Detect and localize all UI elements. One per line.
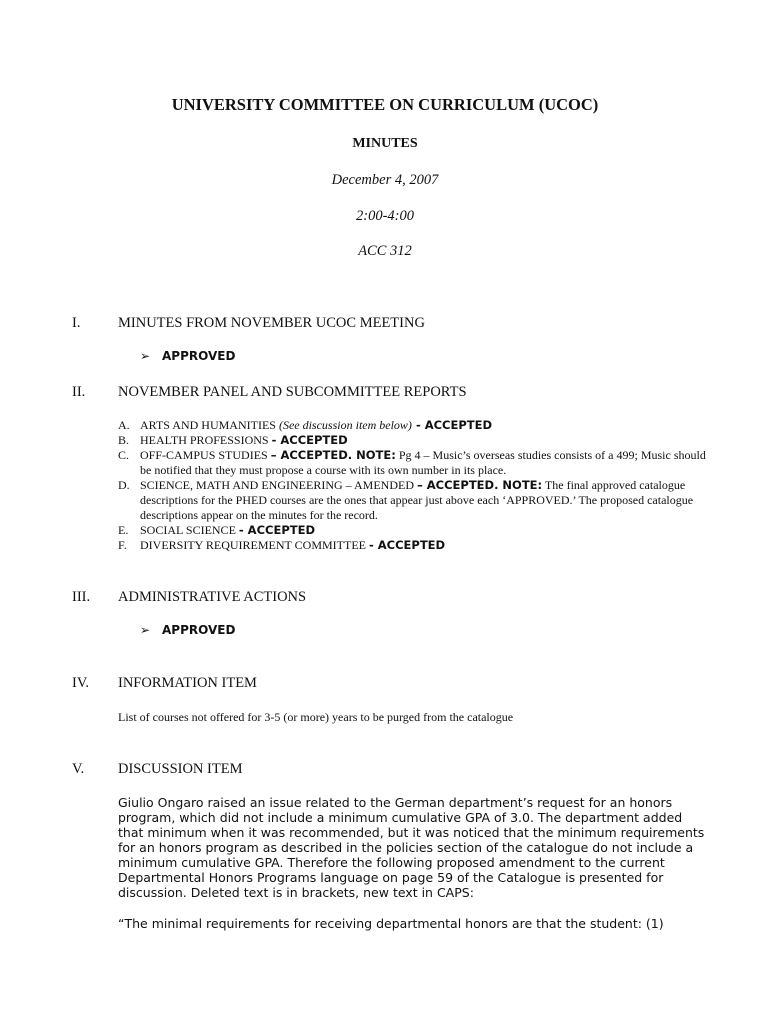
section-1-number: I. bbox=[72, 315, 81, 331]
section-1-bullet bbox=[140, 349, 235, 363]
section-3-status: APPROVED bbox=[162, 623, 236, 637]
section-2-number: II. bbox=[72, 384, 86, 400]
section-3-title: ADMINISTRATIVE ACTIONS bbox=[118, 589, 307, 605]
section-4-number: IV. bbox=[72, 675, 90, 691]
arrow-bullet-icon: ➢ bbox=[140, 623, 151, 637]
arrow-bullet-icon: ➢ bbox=[140, 349, 151, 363]
section-1-title: MINUTES FROM NOVEMBER UCOC MEETING bbox=[118, 315, 425, 331]
list-item: F. DIVERSITY REQUIREMENT COMMITTEE - ACCEPTED bbox=[118, 538, 446, 552]
list-item: B. HEALTH PROFESSIONS - ACCEPTED bbox=[118, 433, 348, 447]
discussion-quote: “The minimal requirements for receiving departmental honors are that the student: (1) bbox=[118, 916, 664, 931]
section-3-bullet bbox=[140, 623, 235, 637]
discussion-paragraph: Giulio Ongaro raised an issue related to the German department’s request for an honors program, which did not include a minimum cumulative GPA of 3.0. The department added that minimum when it was recommended, but it was noticed that the minimum requirements for an honors program as described in the policies section of the catalogue do not include a minimum cumulative GPA. Therefore the following proposed amendment to the current Departmental Honors Programs language on page 59 of the Catalogue is presented for discussion. Deleted text is in brackets, new text in CAPS: bbox=[118, 795, 705, 900]
section-2-title: NOVEMBER PANEL AND SUBCOMMITTEE REPORTS bbox=[118, 384, 467, 400]
meeting-date: December 4, 2007 bbox=[331, 172, 439, 188]
list-item: C. OFF-CAMPUS STUDIES – ACCEPTED. NOTE: Pg 4 – Music’s overseas studies consists of a 499; Music should be notified that they must propose a course with its own number in its place. bbox=[118, 448, 706, 477]
section-3-number: III. bbox=[72, 589, 91, 605]
list-item: D. SCIENCE, MATH AND ENGINEERING – AMENDED – ACCEPTED. NOTE: The final approved catalogue descriptions for the PHED courses are the ones that appear just above each ‘APPROVED.’ The proposed catalogue descriptions appear on the minutes for the record. bbox=[118, 478, 694, 522]
section-1-status: APPROVED bbox=[162, 349, 236, 363]
list-item: A. ARTS AND HUMANITIES (See discussion item below) - ACCEPTED bbox=[118, 418, 493, 432]
minutes-label: MINUTES bbox=[352, 136, 418, 151]
section-5-number: V. bbox=[72, 761, 85, 777]
section-4-title: INFORMATION ITEM bbox=[118, 675, 257, 691]
reports-list bbox=[118, 418, 708, 553]
page-title: UNIVERSITY COMMITTEE ON CURRICULUM (UCOC) bbox=[171, 95, 599, 114]
section-5-title: DISCUSSION ITEM bbox=[118, 761, 243, 777]
meeting-time: 2:00-4:00 bbox=[356, 208, 414, 224]
information-item-text: List of courses not offered for 3-5 (or more) years to be purged from the catalogue bbox=[118, 710, 514, 724]
list-item: E. SOCIAL SCIENCE - ACCEPTED bbox=[118, 523, 315, 537]
meeting-location: ACC 312 bbox=[358, 243, 412, 259]
